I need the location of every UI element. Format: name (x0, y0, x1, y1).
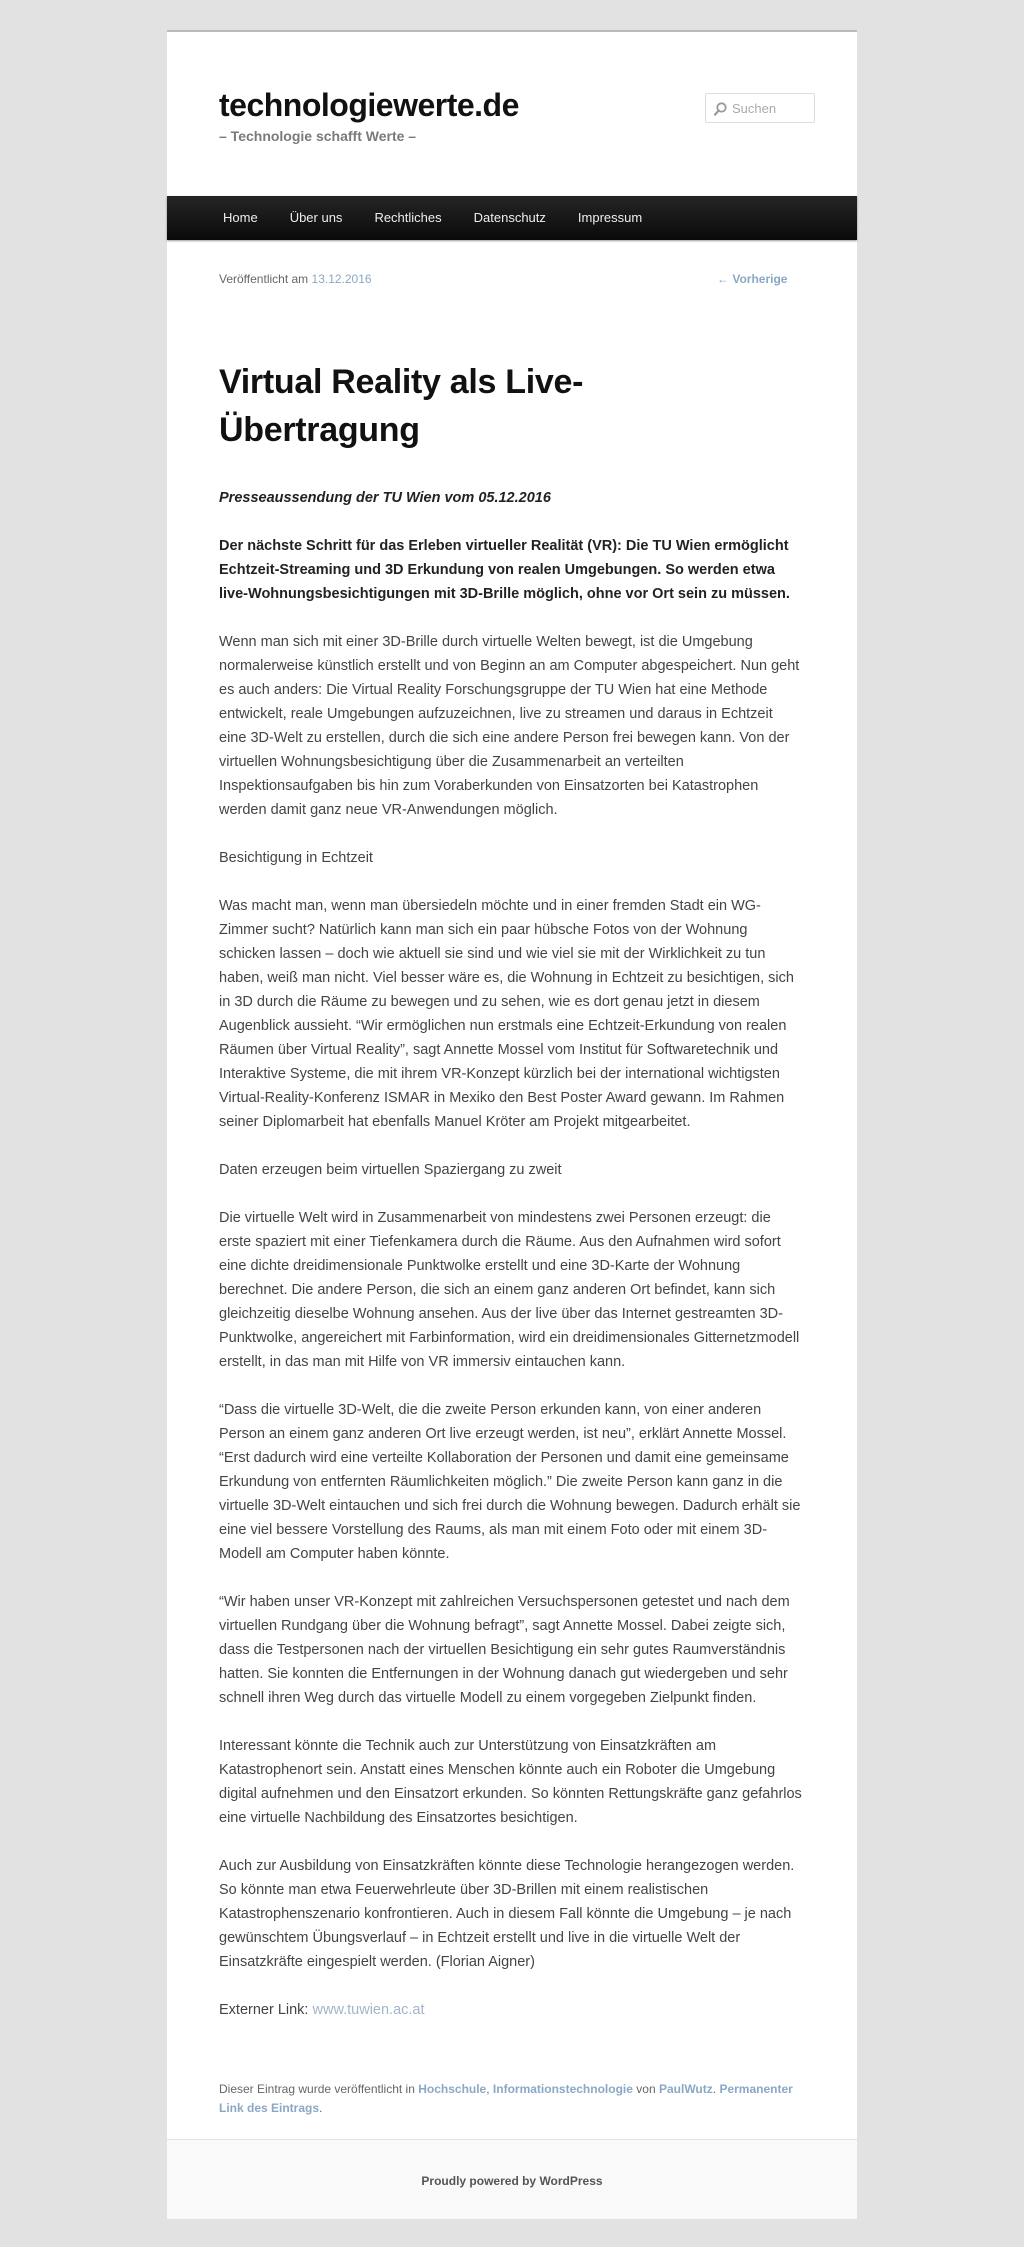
author-link[interactable]: PaulWutz (658, 2082, 713, 2096)
footer-dot: . (712, 2082, 720, 2096)
page (167, 30, 857, 2216)
paragraph: Die virtuelle Welt wird in Zusammenarbeit von mindestens zwei Personen erzeugt: die erste spaziert mit einer Tiefenkamera durch die Räume. Aus den Aufnahmen wird sofort eine dichte dreidimensionale Punktwolke erstellt und eine 3D-Karte der Wohnung berechnet. Die andere Person, die sich an einem ganz anderen Ort befindet, kann sich gleichzeitig dieselbe Wohnung ansehen. Aus der live über das Internet gestreamten 3D-Punktwolke, angereichert mit Farbinformation, wird ein dreidimensionales Gitternetzmodell erstellt, in das man mit Hilfe von VR immersiv eintauchen kann. (219, 1210, 800, 1370)
paragraph: “Dass die virtuelle 3D-Welt, die die zweite Person erkunden kann, von einer anderen Person an einem ganz anderen Ort live erzeugt werden, ist neu”, erklärt Annette Mossel. “Erst dadurch wird eine verteilte Kollaboration der Personen und damit eine gemeinsame Erkundung von entfernten Räumlichkeiten möglich.” Die zweite Person kann ganz in die virtuelle 3D-Welt eintauchen und sich frei durch die Wohnung bewegen. Dadurch erhält sie eine viel bessere Vorstellung des Raums, als man mit einem Foto oder mit einem 3D-Modell am Computer haben könnte. (219, 1402, 801, 1562)
nav-item-ueber-uns[interactable]: Über uns (289, 210, 343, 225)
nav-item-impressum[interactable]: Impressum (577, 210, 643, 225)
paragraph: Auch zur Ausbildung von Einsatzkräften könnte diese Technologie herangezogen werden. So könnte man etwa Feuerwehrleute über 3D-Brillen mit einem realistischen Katastrophenszenario konfrontieren. Auch in diesem Fall könnte die Umgebung – je nach gewünschtem Übungsverlauf – in Echtzeit erstellt und live in die virtuelle Welt der Einsatzkräfte eingespielt werden. (Florian Aigner) (219, 1858, 795, 1970)
nav-item-datenschutz[interactable]: Datenschutz (473, 210, 546, 225)
entry-title: Virtual Reality als Live-Übertragung (219, 363, 584, 449)
category-link-informationstechnologie[interactable]: Informationstechnologie (492, 2082, 633, 2096)
post-date-link[interactable]: 13.12.2016 (311, 272, 372, 286)
paragraph: “Wir haben unser VR-Konzept mit zahlreichen Versuchspersonen getestet und nach dem virtuellen Rundgang über die Wohnung befragt”, sagt Annette Mossel. Dabei zeigte sich, dass die Testpersonen nach der virtuellen Besichtigung ein sehr gutes Raumverständnis hatten. Sie konnten die Entfernungen in der Wohnung danach gut wiedergeben und sehr schnell ihren Weg durch das virtuelle Modell zu einem vorgegeben Zielpunkt finden. (219, 1594, 790, 1706)
footer-by: von (636, 2082, 656, 2096)
site-title[interactable]: technologiewerte.de (219, 87, 519, 123)
wordpress-credit-link[interactable]: Proudly powered by WordPress (421, 2174, 603, 2188)
search-input[interactable] (732, 98, 810, 118)
external-link-line (219, 1998, 804, 2022)
paragraph: Interessant könnte die Technik auch zur Unterstützung von Einsatzkräften am Katastrophenort sein. Anstatt eines Menschen könnte auch ein Roboter die Umgebung digital aufnehmen und den Einsatzort erkunden. So könnten Rettungskräfte ganz gefahrlos eine virtuelle Nachbildung des Einsatzortes besichtigen. (219, 1738, 802, 1826)
press-line: Presseaussendung der TU Wien vom 05.12.2016 (219, 490, 551, 506)
main-nav (167, 196, 857, 240)
meta-prefix: Veröffentlicht am (219, 272, 309, 286)
category-separator: , (486, 2082, 490, 2096)
entry-content (219, 486, 804, 2046)
subheading: Daten erzeugen beim virtuellen Spaziergang zu zweit (219, 1162, 562, 1178)
category-link-hochschule[interactable]: Hochschule (418, 2082, 487, 2096)
footer-end: . (319, 2101, 323, 2115)
subheading: Besichtigung in Echtzeit (219, 850, 373, 866)
external-link[interactable]: www.tuwien.ac.at (312, 2002, 425, 2018)
site-description: – Technologie schafft Werte – (219, 128, 417, 144)
search-box[interactable] (705, 93, 815, 123)
search-icon (714, 102, 727, 116)
entry-meta (219, 272, 372, 286)
external-link-label: Externer Link: (219, 2002, 309, 2018)
permalink-link[interactable]: Permanenter Link des Eintrags (219, 2082, 793, 2115)
nav-item-rechtliches[interactable]: Rechtliches (374, 210, 442, 225)
entry-footer (219, 2080, 809, 2118)
footer-prefix: Dieser Eintrag wurde veröffentlicht in (219, 2082, 415, 2096)
paragraph: Was macht man, wenn man übersiedeln möchte und in einer fremden Stadt ein WG-Zimmer sucht? Natürlich kann man sich ein paar hübsche Fotos von der Wohnung schicken lassen – doch wie aktuell sie sind und wie viel sie mit der Wirklichkeit zu tun haben, weiß man nicht. Viel besser wäre es, die Wohnung in Echtzeit zu besichtigen, sich in 3D durch die Räume zu bewegen und zu sehen, wie es dort genau jetzt in diesem Augenblick aussieht. “Wir ermöglichen nun erstmals eine Echtzeit-Erkundung von realen Räumen über Virtual Reality”, sagt Annette Mossel vom Institut für Softwaretechnik und Interaktive Systeme, die mit ihrem VR-Konzept kürzlich bei der international wichtigsten Virtual-Reality-Konferenz ISMAR in Mexiko den Best Poster Award gewann. Im Rahmen seiner Diplomarbeit hat ebenfalls Manuel Kröter am Projekt mitgearbeitet. (219, 898, 794, 1130)
lead-paragraph: Der nächste Schritt für das Erleben virtueller Realität (VR): Die TU Wien ermöglicht Echtzeit-Streaming und 3D Erkundung von realen Umgebungen. So werden etwa live-Wohnungsbesichtigungen mit 3D-Brille möglich, ohne vor Ort sein zu müssen. (219, 538, 790, 602)
nav-item-home[interactable]: Home (223, 210, 258, 225)
paragraph: Wenn man sich mit einer 3D-Brille durch virtuelle Welten bewegt, ist die Umgebung normalerweise künstlich erstellt und von Beginn an am Computer abgespeichert. Nun geht es auch anders: Die Virtual Reality Forschungsgruppe der TU Wien hat eine Methode entwickelt, reale Umgebungen aufzuzeichnen, live zu streamen und daraus in Echtzeit eine 3D-Welt zu erstellen, durch die sich eine andere Person frei bewegen kann. Von der virtuellen Wohnungsbesichtigung über die Zusammenarbeit an verteilten Inspektionsaufgaben bis hin zum Voraberkunden von Einsatzorten bei Katastrophen werden damit ganz neue VR-Anwendungen möglich. (219, 634, 800, 818)
previous-post-link[interactable]: ← Vorherige (717, 272, 788, 286)
site-footer (167, 2139, 857, 2219)
